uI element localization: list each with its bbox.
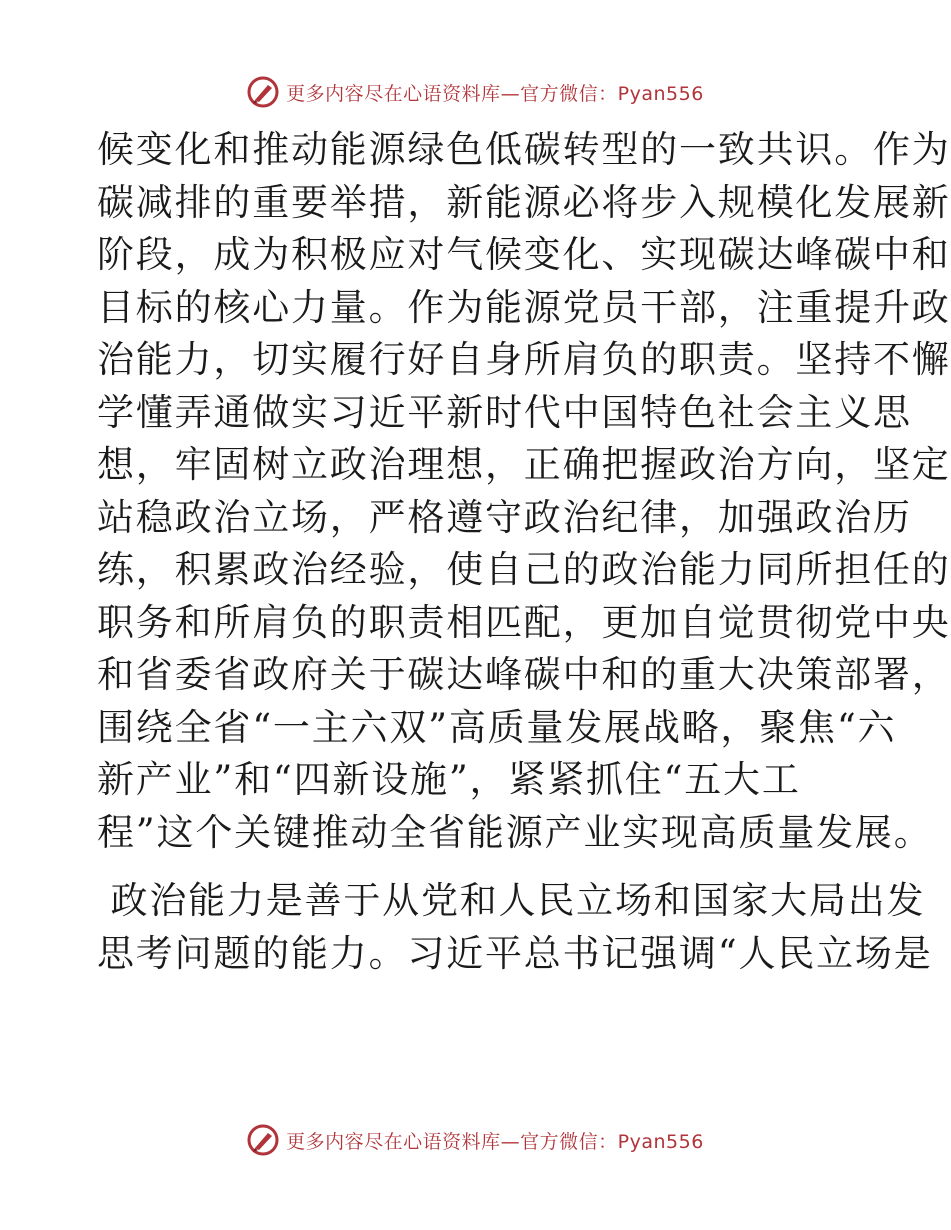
paragraph-1 [97,124,951,859]
text-line: 和省委省政府关于碳达峰碳中和的重大决策部署， [97,653,951,696]
text-line: 目标的核心力量。作为能源党员干部，注重提升政 [97,285,951,329]
text-line: 阶段，成为积极应对气候变化、实现碳达峰碳中和 [97,233,951,276]
watermark-text: 更多内容尽在心语资料库—官方微信：Pyan556 [286,82,704,105]
text-line: 程”这个关键推动全省能源产业实现高质量发展。 [97,810,933,854]
text-line: 治能力，切实履行好自身所肩负的职责。坚持不懈 [97,338,951,381]
text-line: 想，牢固树立政治理想，正确把握政治方向，坚定 [97,443,951,486]
text-line: 站稳政治立场，严格遵守政治纪律，加强政治历 [97,495,912,539]
header-watermark [0,72,950,112]
text-line: 碳减排的重要举措，新能源必将步入规模化发展新 [97,180,951,224]
pen-logo-icon [246,75,280,109]
text-line: 围绕全省“一主六双”高质量发展战略，聚焦“六 [97,705,897,749]
document-body [97,124,951,980]
text-line: 练，积累政治经验，使自己的政治能力同所担任的 [97,548,951,591]
pen-logo-icon [246,1123,280,1157]
watermark-text: 更多内容尽在心语资料库—官方微信：Pyan556 [286,1130,704,1153]
text-line: 候变化和推动能源绿色低碳转型的一致共识。作为 [97,128,951,171]
paragraph-2 [97,875,933,980]
text-line: 职务和所肩负的职责相匹配，更加自觉贯彻党中央 [97,600,951,644]
text-line: 学懂弄通做实习近平新时代中国特色社会主义思 [97,390,912,434]
paragraph-gap [97,859,857,875]
text-line: 新产业”和“四新设施”，紧紧抓住“五大工 [97,758,801,801]
footer-watermark [0,1120,950,1160]
text-line: 政治能力是善于从党和人民立场和国家大局出发 [97,879,926,922]
text-line: 思考问题的能力。习近平总书记强调“人民立场是 [97,931,933,975]
